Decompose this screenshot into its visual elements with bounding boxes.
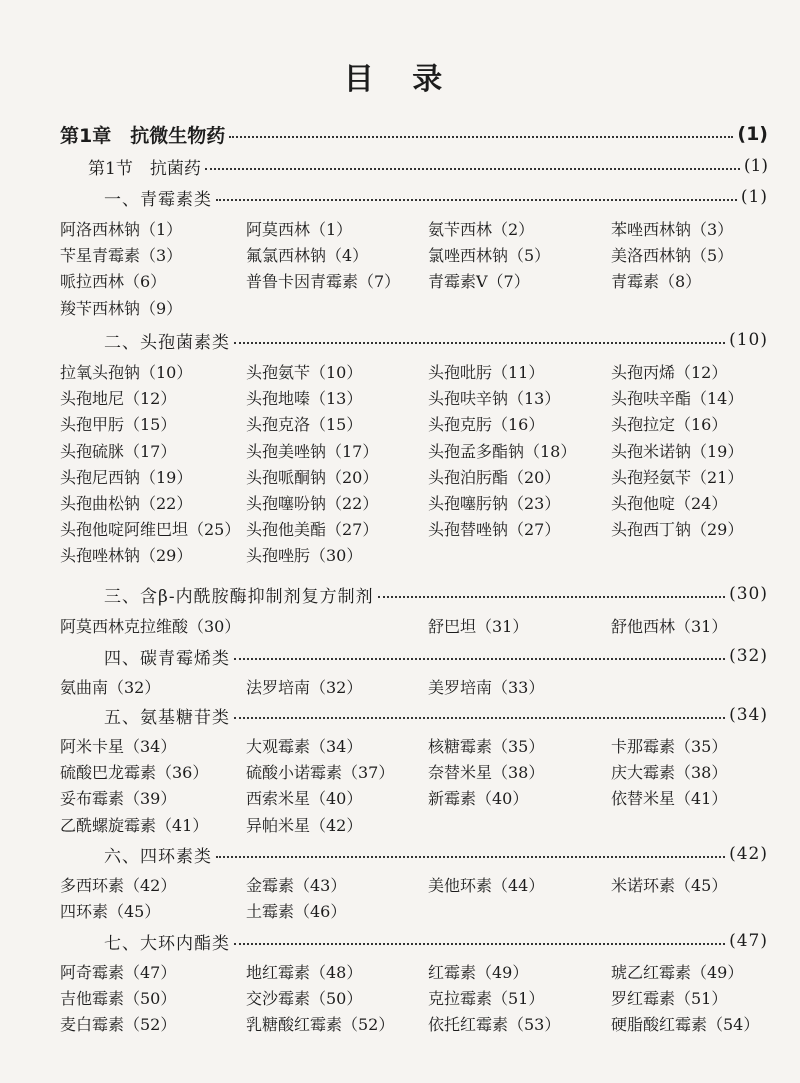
drug-entry: 美洛西林钠（5） <box>611 246 734 266</box>
drug-entry: 金霉素（43） <box>246 876 347 895</box>
group-heading-page: (10) <box>729 330 768 350</box>
drug-entry: 头孢克洛（15） <box>246 415 363 435</box>
drug-entry: 头孢氨苄（10） <box>246 363 363 382</box>
drug-entry: 硫酸巴龙霉素（36） <box>60 763 209 783</box>
entry-row <box>60 386 780 412</box>
leader-dots <box>205 167 740 170</box>
leader-dots <box>234 716 725 719</box>
section-heading <box>88 154 768 178</box>
entry-row <box>60 614 780 640</box>
drug-entry: 头孢丙烯（12） <box>611 363 728 382</box>
drug-entry: 头孢呋辛钠（13） <box>428 389 561 409</box>
drug-entry: 头孢呋辛酯（14） <box>611 389 744 409</box>
drug-entry: 新霉素（40） <box>428 789 529 809</box>
drug-entry: 头孢替唑钠（27） <box>428 520 561 540</box>
drug-entry: 交沙霉素（50） <box>246 989 363 1009</box>
drug-entry: 苄星青霉素（3） <box>60 246 183 266</box>
drug-entry: 地红霉素（48） <box>246 963 363 982</box>
drug-entry: 依替米星（41） <box>611 789 728 809</box>
entry-row <box>60 412 780 438</box>
drug-entry: 青霉素Ⅴ（7） <box>428 272 530 292</box>
group-heading <box>104 185 768 209</box>
drug-entry: 普鲁卡因青霉素（7） <box>246 272 401 292</box>
entry-row <box>60 217 780 243</box>
drug-entry: 乳糖酸红霉素（52） <box>246 1015 395 1035</box>
group-heading-label: 一、青霉素类 <box>104 189 212 210</box>
drug-entry: 头孢西丁钠（29） <box>611 520 744 540</box>
drug-entry: 头孢孟多酯钠（18） <box>428 441 577 461</box>
drug-entry: 头孢吡肟（11） <box>428 363 545 382</box>
entry-row <box>60 517 780 543</box>
group-heading-page: (1) <box>740 187 768 207</box>
drug-entry: 硬脂酸红霉素（54） <box>611 1015 760 1035</box>
drug-entry: 妥布霉素（39） <box>60 789 177 809</box>
group-heading-page: (47) <box>729 931 768 951</box>
entry-row <box>60 675 780 701</box>
chapter-page: (1) <box>737 123 768 145</box>
drug-entry: 头孢地嗪（13） <box>246 389 363 409</box>
group-heading-label: 四、碳青霉烯类 <box>104 648 230 669</box>
group-heading-label: 七、大环内酯类 <box>104 933 230 954</box>
group-heading <box>104 842 768 866</box>
drug-entry: 头孢美唑钠（17） <box>246 441 379 461</box>
drug-entry: 琥乙红霉素（49） <box>611 963 744 982</box>
entry-row <box>60 491 780 517</box>
drug-entry: 头孢地尼（12） <box>60 389 177 409</box>
drug-entry: 氨苄西林（2） <box>428 220 535 239</box>
drug-entry: 红霉素（49） <box>428 963 529 982</box>
drug-entry: 头孢曲松钠（22） <box>60 494 193 513</box>
page-title: 目 录 <box>343 62 457 97</box>
drug-entry: 氯唑西林钠（5） <box>428 246 551 266</box>
group-heading <box>104 328 768 352</box>
drug-entry: 法罗培南（32） <box>246 678 363 697</box>
drug-entry: 头孢他美酯（27） <box>246 520 379 540</box>
drug-entry: 哌拉西林（6） <box>60 272 167 292</box>
drug-entry: 异帕米星（42） <box>246 815 363 835</box>
group-heading <box>104 703 768 727</box>
drug-entry: 舒他西林（31） <box>611 617 728 636</box>
drug-entry: 头孢他啶（24） <box>611 494 728 513</box>
entry-row <box>60 269 780 295</box>
drug-entry: 青霉素（8） <box>611 272 702 292</box>
entry-row <box>60 873 780 899</box>
drug-entry: 头孢米诺钠（19） <box>611 441 744 461</box>
drug-entry: 阿米卡星（34） <box>60 737 177 756</box>
drug-entry: 阿奇霉素（47） <box>60 963 177 982</box>
drug-entry: 阿莫西林（1） <box>246 220 353 239</box>
drug-entry: 头孢噻吩钠（22） <box>246 494 379 513</box>
drug-entry: 头孢硫脒（17） <box>60 441 177 461</box>
entry-row <box>60 760 780 786</box>
entry-row <box>60 960 780 986</box>
drug-entry: 头孢唑肟（30） <box>246 546 363 566</box>
entry-row <box>60 296 780 322</box>
chapter-heading <box>60 122 768 146</box>
leader-dots <box>229 135 733 138</box>
drug-entry: 阿洛西林钠（1） <box>60 220 183 239</box>
drug-entry: 羧苄西林钠（9） <box>60 298 183 318</box>
group-heading-page: (42) <box>729 844 768 864</box>
group-heading-page: (30) <box>729 584 768 604</box>
section-label: 第1节 抗菌药 <box>88 158 201 179</box>
leader-dots <box>216 198 737 201</box>
group-heading-page: (34) <box>729 705 768 725</box>
drug-entry: 头孢拉定（16） <box>611 415 728 435</box>
group-heading <box>104 644 768 668</box>
drug-entry: 氨曲南（32） <box>60 678 161 697</box>
drug-entry: 苯唑西林钠（3） <box>611 220 734 239</box>
entry-row <box>60 1012 780 1038</box>
drug-entry: 核糖霉素（35） <box>428 737 545 756</box>
leader-dots <box>234 657 725 660</box>
leader-dots <box>234 341 725 344</box>
leader-dots <box>234 942 725 945</box>
group-heading-label: 二、头孢菌素类 <box>104 332 230 353</box>
drug-entry: 大观霉素（34） <box>246 737 363 756</box>
entry-row <box>60 465 780 491</box>
drug-entry: 西索米星（40） <box>246 789 363 809</box>
drug-entry: 美他环素（44） <box>428 876 545 895</box>
drug-entry: 卡那霉素（35） <box>611 737 728 756</box>
drug-entry: 头孢他啶阿维巴坦（25） <box>60 520 241 540</box>
chapter-label: 第1章 抗微生物药 <box>60 124 226 147</box>
drug-entry: 氟氯西林钠（4） <box>246 246 369 266</box>
drug-entry: 头孢甲肟（15） <box>60 415 177 435</box>
entry-row <box>60 243 780 269</box>
drug-entry: 米诺环素（45） <box>611 876 728 895</box>
drug-entry: 乙酰螺旋霉素（41） <box>60 815 209 835</box>
group-heading <box>104 582 768 606</box>
drug-entry: 头孢克肟（16） <box>428 415 545 435</box>
drug-entry: 麦白霉素（52） <box>60 1015 177 1035</box>
drug-entry: 头孢噻肟钠（23） <box>428 494 561 513</box>
drug-entry: 美罗培南（33） <box>428 678 545 697</box>
group-heading-label: 五、氨基糖苷类 <box>104 707 230 728</box>
entry-row <box>60 813 780 839</box>
drug-entry: 阿莫西林克拉维酸（30） <box>60 617 241 636</box>
drug-entry: 克拉霉素（51） <box>428 989 545 1009</box>
drug-entry: 四环素（45） <box>60 902 161 922</box>
drug-entry: 头孢尼西钠（19） <box>60 467 193 487</box>
entry-row <box>60 734 780 760</box>
entry-row <box>60 786 780 812</box>
entry-row <box>60 439 780 465</box>
drug-entry: 头孢泊肟酯（20） <box>428 467 561 487</box>
group-heading-page: (32) <box>729 646 768 666</box>
drug-entry: 硫酸小诺霉素（37） <box>246 763 395 783</box>
drug-entry: 头孢唑林钠（29） <box>60 546 193 566</box>
drug-entry: 头孢羟氨苄（21） <box>611 467 744 487</box>
drug-entry: 奈替米星（38） <box>428 763 545 783</box>
entry-row <box>60 360 780 386</box>
leader-dots <box>378 595 726 598</box>
group-heading-label: 三、含β-内酰胺酶抑制剂复方制剂 <box>104 586 374 607</box>
drug-entry: 土霉素（46） <box>246 902 347 922</box>
drug-entry: 多西环素（42） <box>60 876 177 895</box>
drug-entry: 罗红霉素（51） <box>611 989 728 1009</box>
drug-entry: 吉他霉素（50） <box>60 989 177 1009</box>
group-heading-label: 六、四环素类 <box>104 846 212 867</box>
drug-entry: 舒巴坦（31） <box>428 617 529 636</box>
drug-entry: 头孢哌酮钠（20） <box>246 467 379 487</box>
drug-entry: 庆大霉素（38） <box>611 763 728 783</box>
drug-entry: 依托红霉素（53） <box>428 1015 561 1035</box>
entry-row <box>60 986 780 1012</box>
section-page: (1) <box>743 156 768 176</box>
drug-entry: 拉氧头孢钠（10） <box>60 363 193 382</box>
group-heading <box>104 929 768 953</box>
entry-row <box>60 899 780 925</box>
leader-dots <box>216 855 725 858</box>
entry-row <box>60 543 780 569</box>
